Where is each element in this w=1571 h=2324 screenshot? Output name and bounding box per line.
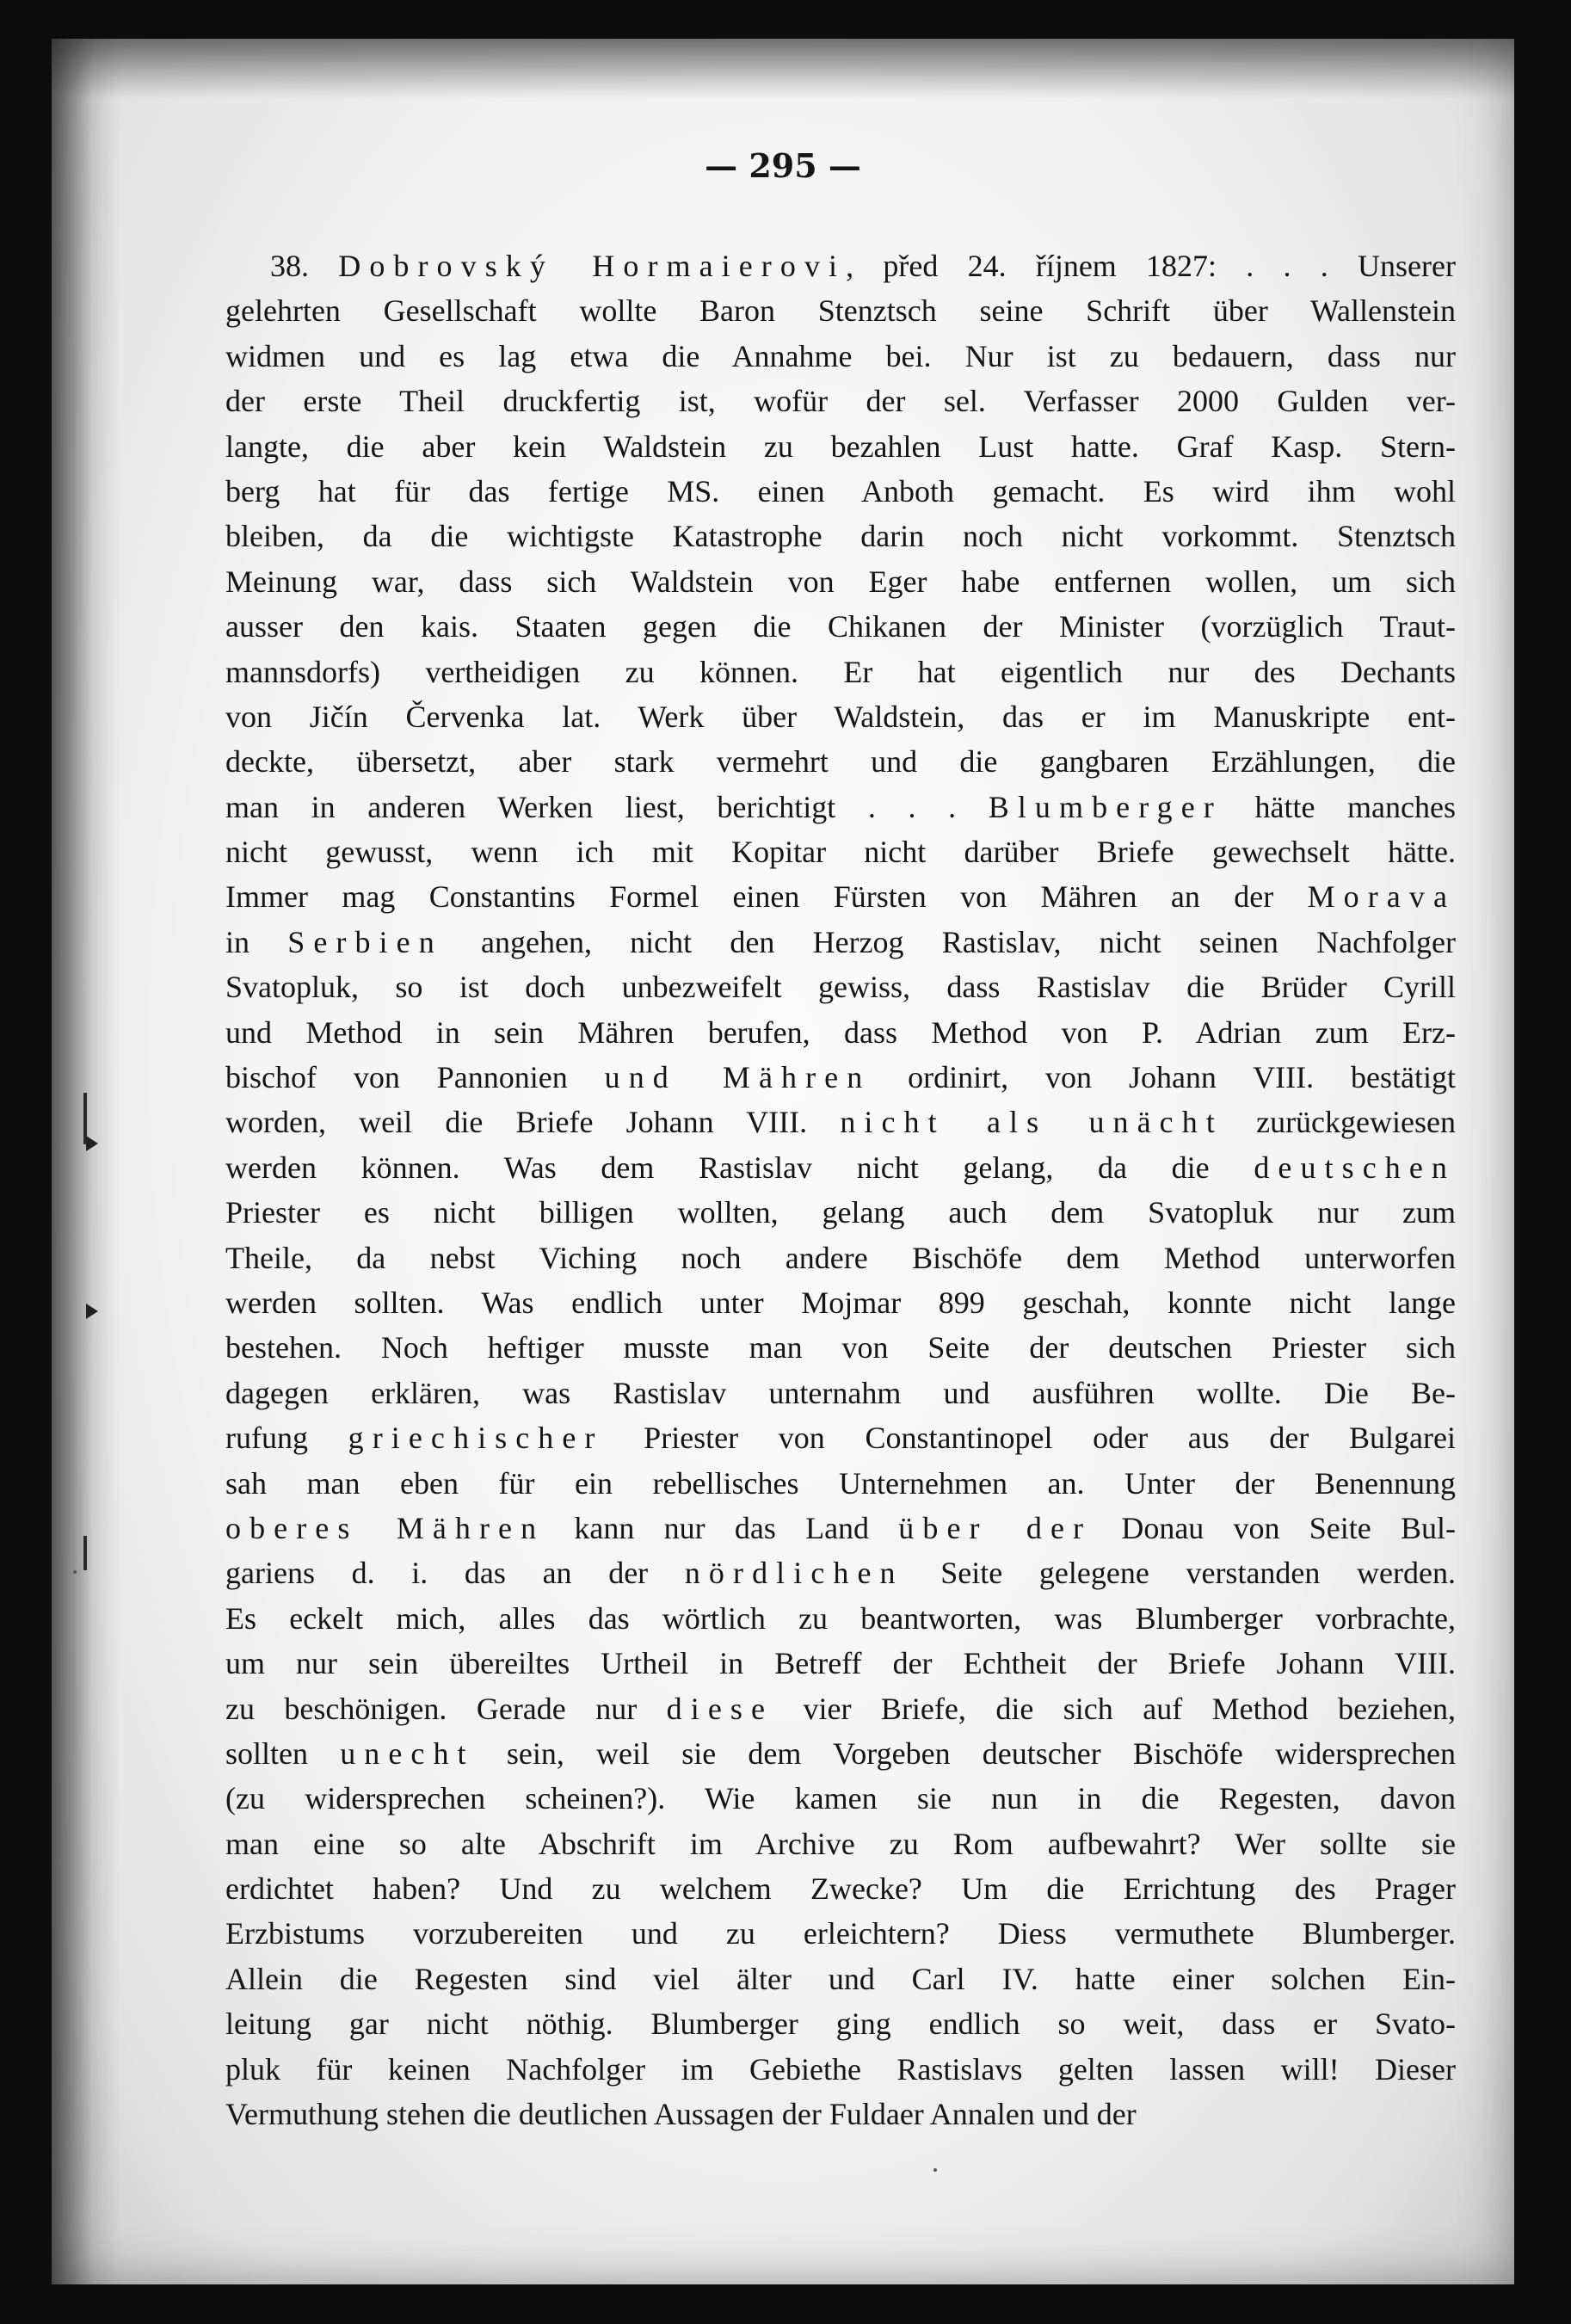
text-line: [225, 1686, 1456, 1731]
text-run: Priester es nicht billigen wollten, gelang auch dem Svatopluk nur zum: [225, 1195, 1456, 1230]
margin-mark: [86, 1136, 98, 1151]
text-run: sollten: [225, 1735, 341, 1771]
spaced-emphasis: und Mähren: [604, 1060, 872, 1095]
text-run: 38.: [270, 249, 339, 283]
text-line: [225, 650, 1456, 694]
text-line: [225, 1596, 1456, 1641]
speck: [933, 2168, 937, 2172]
text-line: [225, 1055, 1456, 1100]
spaced-emphasis: über der: [898, 1510, 1093, 1545]
text-run: leitung gar nicht nöthig. Blumberger ging endlich so weit, dass er Svato-: [225, 2007, 1456, 2042]
text-run: um nur sein übereiltes Urtheil in Betreff der Echtheit der Briefe Johann VIII.: [225, 1646, 1456, 1681]
text-run: Svatopluk, so ist doch unbezweifelt gewiss, dass Rastislav die Brüder Cyrill: [225, 970, 1456, 1005]
text-run: dagegen erklären, was Rastislav unternahm und ausführen wollte. Die Be-: [225, 1375, 1456, 1410]
text-run: angehen, nicht den Herzog Rastislav, nicht seinen Nachfolger: [442, 924, 1456, 959]
text-line: [225, 739, 1456, 784]
text-run: Erzbistums vorzubereiten und zu erleichtern? Diess vermuthete Blumberger.: [225, 1916, 1456, 1951]
text-run: bestehen. Noch heftiger musste man von Seite der deutschen Priester sich: [225, 1330, 1456, 1365]
text-line: [225, 1325, 1456, 1370]
text-run: pluk für keinen Nachfolger im Gebiethe Rastislavs gelten lassen will! Dieser: [225, 2051, 1456, 2087]
page-number: — 295 —: [705, 146, 861, 185]
spaced-emphasis: Blumberger: [988, 789, 1223, 824]
text-line: [225, 514, 1456, 558]
text-run: Seite gelegene verstanden werden.: [903, 1556, 1456, 1591]
text-run: Allein die Regesten sind viel älter und Carl IV. hatte einer solchen Ein-: [225, 1961, 1456, 1996]
text-line: [225, 1506, 1456, 1550]
binding-shadow: [52, 39, 120, 2284]
text-run: gariens d. i. das an der: [225, 1556, 685, 1591]
text-run: bleiben, da die wichtigste Katastrophe darin noch nicht vorkommt. Stenztsch: [225, 519, 1456, 554]
text-line: [225, 965, 1456, 1009]
text-run: deckte, übersetzt, aber stark vermehrt und die gangbaren Erzählungen, die: [225, 744, 1456, 780]
text-run: gelehrten Gesellschaft wollte Baron Stenztsch seine Schrift über Wallenstein: [225, 293, 1456, 329]
text-line: [225, 1822, 1456, 1866]
speck: [73, 1570, 77, 1574]
text-run: Priester von Constantinopel oder aus der Bulgarei: [603, 1421, 1456, 1456]
text-run: langte, die aber kein Waldstein zu bezahlen Lust hatte. Graf Kasp. Stern-: [225, 428, 1456, 464]
text-run: Donau von Seite Bul-: [1092, 1510, 1456, 1545]
text-run: , před 24. říjnem 1827: . . . Unserer: [846, 249, 1456, 283]
book-page: [52, 39, 1514, 2284]
text-line: [225, 1236, 1456, 1280]
text-run: mannsdorfs) vertheidigen zu können. Er hat eigentlich nur des Dechants: [225, 654, 1456, 689]
text-run: von Jičín Červenka lat. Werk über Waldstein, das er im Manuskripte ent-: [225, 699, 1456, 734]
text-run: Immer mag Constantins Formel einen Fürsten von Mähren an der: [225, 879, 1308, 915]
text-line: [225, 2001, 1456, 2046]
spaced-emphasis: unecht: [340, 1735, 475, 1771]
text-run: kann nur das Land: [545, 1510, 899, 1545]
text-line: [225, 1145, 1456, 1190]
text-line: [225, 1866, 1456, 1911]
text-run: hätte manches: [1222, 789, 1456, 824]
text-run: in: [225, 924, 288, 959]
text-line: [225, 243, 1456, 288]
margin-tick: [83, 1536, 87, 1570]
text-line: [225, 1641, 1456, 1686]
text-line: [225, 1776, 1456, 1821]
text-line: [225, 469, 1456, 514]
text-line: [225, 1415, 1456, 1460]
text-run: Es eckelt mich, alles das wörtlich zu beantworten, was Blumberger vorbrachte,: [225, 1600, 1456, 1636]
text-run: der erste Theil druckfertig ist, wofür der sel. Verfasser 2000 Gulden ver-: [225, 384, 1456, 419]
text-line: [225, 604, 1456, 649]
text-run: vier Briefe, die sich auf Method beziehen,: [773, 1691, 1456, 1726]
text-line: [225, 1911, 1456, 1956]
text-run: sah man eben für ein rebellisches Unternehmen an. Unter der Benennung: [225, 1465, 1456, 1501]
spaced-emphasis: nicht als unächt: [840, 1105, 1223, 1140]
spaced-emphasis: oberes Mähren: [225, 1510, 545, 1545]
text-line: [225, 379, 1456, 423]
text-line: [225, 1371, 1456, 1415]
spaced-emphasis: griechischer: [348, 1421, 604, 1456]
text-run: (zu widersprechen scheinen?). Wie kamen sie nun in die Regesten, davon: [225, 1781, 1456, 1816]
spaced-emphasis: deutschen: [1254, 1150, 1456, 1185]
text-run: werden sollten. Was endlich unter Mojmar 899 geschah, konnte nicht lange: [225, 1285, 1456, 1320]
text-run: Vermuthung stehen die deutlichen Aussagen der Fuldaer Annalen und der: [225, 2097, 1137, 2132]
text-line: [225, 2047, 1456, 2092]
spaced-emphasis: diese: [666, 1691, 774, 1726]
letter-text: [225, 243, 1456, 2136]
text-line: [225, 1957, 1456, 2001]
text-line: [225, 1010, 1456, 1055]
text-run: erdichtet haben? Und zu welchem Zwecke? Um die Errichtung des Prager: [225, 1871, 1456, 1907]
text-line: [225, 1100, 1456, 1144]
text-run: werden können. Was dem Rastislav nicht gelang, da die: [225, 1150, 1254, 1185]
text-line: [225, 288, 1456, 333]
text-run: Theile, da nebst Viching noch andere Bischöfe dem Method unterworfen: [225, 1240, 1456, 1275]
spaced-emphasis: Morava: [1307, 879, 1456, 915]
text-line: [225, 559, 1456, 604]
text-line: [225, 1190, 1456, 1235]
text-line: [225, 1731, 1456, 1776]
text-run: nicht gewusst, wenn ich mit Kopitar nicht darüber Briefe gewechselt hätte.: [225, 835, 1456, 870]
text-line: [225, 1550, 1456, 1595]
text-line: [225, 2092, 1456, 2136]
text-line: [225, 1280, 1456, 1325]
text-run: man eine so alte Abschrift im Archive zu Rom aufbewahrt? Wer sollte sie: [225, 1826, 1456, 1861]
text-run: sein, weil sie dem Vorgeben deutscher Bischöfe widersprechen: [474, 1735, 1456, 1771]
spaced-emphasis: Dobrovský Hormaierovi: [338, 249, 847, 283]
text-line: [225, 920, 1456, 965]
text-line: [225, 694, 1456, 739]
text-run: berg hat für das fertige MS. einen Anboth gemacht. Es wird ihm wohl: [225, 473, 1456, 509]
margin-mark: [86, 1304, 98, 1319]
spaced-emphasis: nördlichen: [684, 1556, 904, 1591]
text-line: [225, 785, 1456, 829]
text-run: zurückgewiesen: [1223, 1105, 1456, 1140]
text-run: man in anderen Werken liest, berichtigt . . .: [225, 789, 989, 824]
top-edge-shadow: [52, 39, 1514, 99]
text-run: rufung: [225, 1421, 348, 1456]
text-line: [225, 874, 1456, 919]
text-line: [225, 829, 1456, 874]
text-run: worden, weil die Briefe Johann VIII.: [225, 1105, 841, 1140]
text-run: zu beschönigen. Gerade nur: [225, 1691, 667, 1726]
text-line: [225, 1461, 1456, 1506]
text-line: [225, 424, 1456, 469]
text-run: Meinung war, dass sich Waldstein von Eger habe entfernen wollen, um sich: [225, 564, 1456, 599]
text-line: [225, 334, 1456, 379]
text-run: ordinirt, von Johann VIII. bestätigt: [871, 1060, 1456, 1095]
text-run: ausser den kais. Staaten gegen die Chikanen der Minister (vorzüglich Traut-: [225, 609, 1456, 644]
text-run: bischof von Pannonien: [225, 1060, 605, 1095]
text-run: widmen und es lag etwa die Annahme bei. Nur ist zu bedauern, dass nur: [225, 338, 1456, 373]
spaced-emphasis: Serbien: [287, 924, 443, 959]
text-run: und Method in sein Mähren berufen, dass Method von P. Adrian zum Erz-: [225, 1014, 1456, 1050]
